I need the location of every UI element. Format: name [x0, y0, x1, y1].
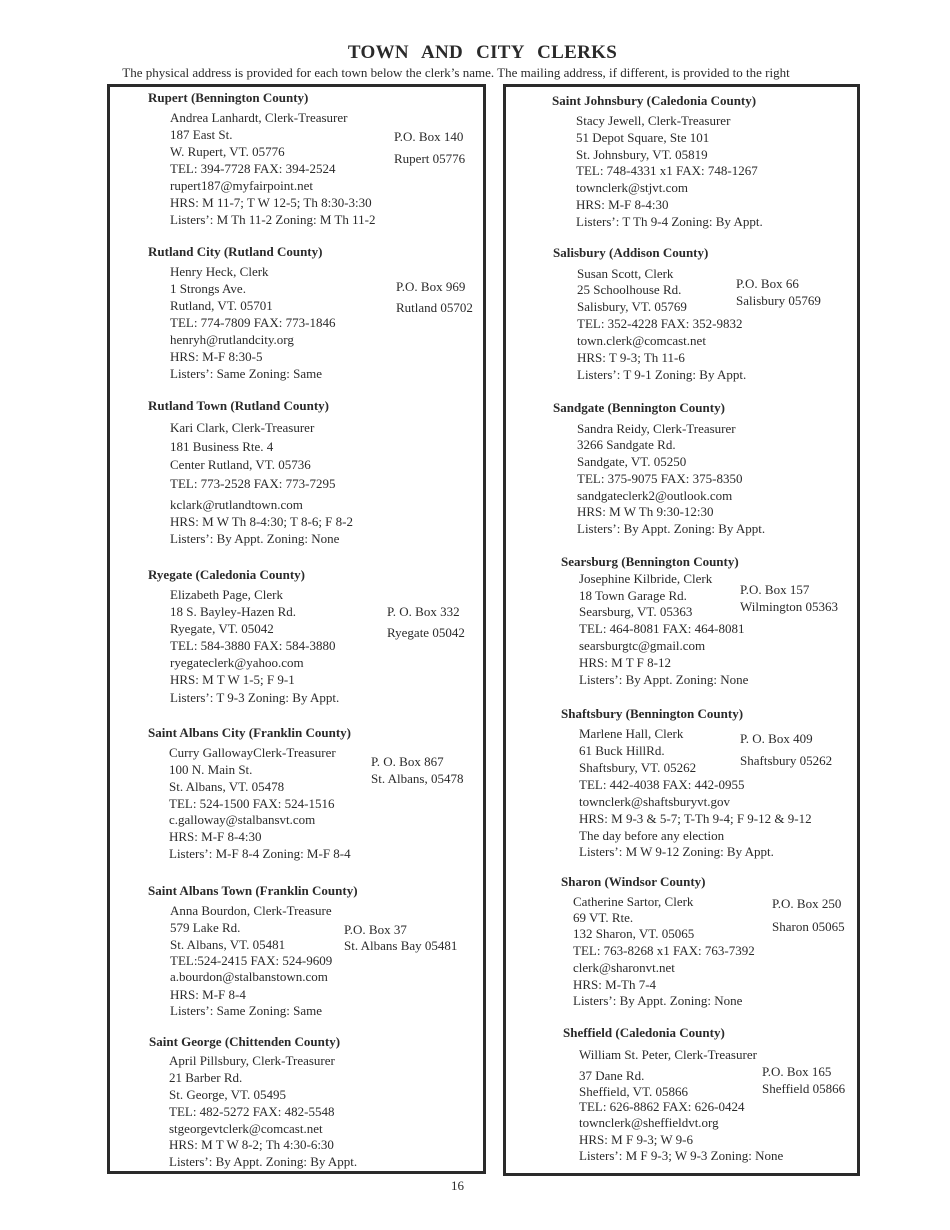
address-line: Listers’: T 9-1 Zoning: By Appt. [577, 367, 747, 382]
address-line: Listers’: By Appt. Zoning: By Appt. [169, 1154, 358, 1169]
address-line: Listers’: M-F 8-4 Zoning: M-F 8-4 [169, 846, 351, 861]
address-line: townclerk@sheffieldvt.org [579, 1115, 719, 1130]
page-number: 16 [451, 1178, 464, 1193]
address-line: HRS: M-F 8-4 [170, 987, 246, 1002]
mailing-address-line: P.O. Box 140 [394, 129, 464, 144]
address-line: HRS: T 9-3; Th 11-6 [577, 350, 685, 365]
address-line: 579 Lake Rd. [170, 920, 241, 935]
address-line: Listers’: T Th 9-4 Zoning: By Appt. [576, 214, 763, 229]
address-line: 1 Strongs Ave. [170, 281, 246, 296]
mailing-address-line: P. O. Box 332 [387, 604, 460, 619]
address-line: Stacy Jewell, Clerk-Treasurer [576, 113, 731, 128]
mailing-address-line: St. Albans, 05478 [371, 771, 464, 786]
address-line: Susan Scott, Clerk [577, 266, 674, 281]
address-line: sandgateclerk2@outlook.com [577, 488, 733, 503]
address-line: 25 Schoolhouse Rd. [577, 282, 682, 297]
town-name: Ryegate (Caledonia County) [148, 567, 305, 582]
town-name: Rupert (Bennington County) [148, 90, 309, 105]
address-line: Listers’: Same Zoning: Same [170, 366, 323, 381]
town-name: Sheffield (Caledonia County) [563, 1025, 725, 1040]
address-line: TEL:524-2415 FAX: 524-9609 [170, 953, 333, 968]
address-line: Listers’: By Appt. Zoning: None [573, 993, 743, 1008]
address-line: Sandgate, VT. 05250 [577, 454, 687, 469]
address-line: Listers’: M F 9-3; W 9-3 Zoning: None [579, 1148, 784, 1163]
address-line: HRS: M T F 8-12 [579, 655, 671, 670]
mailing-address-line: Sheffield 05866 [762, 1081, 846, 1096]
town-name: Sharon (Windsor County) [561, 874, 706, 889]
address-line: TEL: 464-8081 FAX: 464-8081 [579, 621, 745, 636]
address-line: TEL: 748-4331 x1 FAX: 748-1267 [576, 163, 758, 178]
address-line: stgeorgevtclerk@comcast.net [169, 1121, 323, 1136]
address-line: Listers’: M Th 11-2 Zoning: M Th 11-2 [170, 212, 376, 227]
address-line: ryegateclerk@yahoo.com [170, 655, 304, 670]
address-line: St. Albans, VT. 05481 [170, 937, 286, 952]
address-line: Salisbury, VT. 05769 [577, 299, 687, 314]
address-line: St. Johnsbury, VT. 05819 [576, 147, 708, 162]
address-line: searsburgtc@gmail.com [579, 638, 706, 653]
address-line: rupert187@myfairpoint.net [170, 178, 314, 193]
mailing-address-line: P. O. Box 867 [371, 754, 444, 769]
address-line: 51 Depot Square, Ste 101 [576, 130, 710, 145]
address-line: Listers’: T 9-3 Zoning: By Appt. [170, 690, 340, 705]
address-line: William St. Peter, Clerk-Treasurer [579, 1047, 757, 1062]
address-line: TEL: 763-8268 x1 FAX: 763-7392 [573, 943, 755, 958]
address-line: April Pillsbury, Clerk-Treasurer [169, 1053, 335, 1068]
address-line: 187 East St. [170, 127, 233, 142]
mailing-address-line: Rupert 05776 [394, 151, 466, 166]
mailing-address-line: P.O. Box 37 [344, 922, 407, 937]
address-line: kclark@rutlandtown.com [170, 497, 303, 512]
mailing-address-line: P.O. Box 250 [772, 896, 842, 911]
town-name: Rutland City (Rutland County) [148, 244, 323, 259]
address-line: HRS: M W Th 9:30-12:30 [577, 504, 714, 519]
town-name: Sandgate (Bennington County) [553, 400, 725, 415]
address-line: HRS: M F 9-3; W 9-6 [579, 1132, 694, 1147]
address-line: Marlene Hall, Clerk [579, 726, 684, 741]
address-line: HRS: M-F 8:30-5 [170, 349, 263, 364]
address-line: HRS: M T W 8-2; Th 4:30-6:30 [169, 1137, 334, 1152]
mailing-address-line: St. Albans Bay 05481 [344, 938, 458, 953]
town-name: Shaftsbury (Bennington County) [561, 706, 744, 721]
address-line: Center Rutland, VT. 05736 [170, 457, 311, 472]
address-line: Listers’: By Appt. Zoning: None [579, 672, 749, 687]
address-line: TEL: 352-4228 FAX: 352-9832 [577, 316, 743, 331]
address-line: TEL: 584-3880 FAX: 584-3880 [170, 638, 336, 653]
town-name: Saint Albans Town (Franklin County) [148, 883, 358, 898]
address-line: townclerk@stjvt.com [576, 180, 688, 195]
address-line: Listers’: By Appt. Zoning: None [170, 531, 340, 546]
address-line: 21 Barber Rd. [169, 1070, 243, 1085]
address-line: Anna Bourdon, Clerk-Treasure [170, 903, 332, 918]
address-line: 132 Sharon, VT. 05065 [573, 926, 695, 941]
town-name: Saint George (Chittenden County) [149, 1034, 341, 1049]
address-line: The day before any election [579, 828, 725, 843]
address-line: Josephine Kilbride, Clerk [579, 571, 713, 586]
town-name: Saint Johnsbury (Caledonia County) [552, 93, 757, 108]
address-line: townclerk@shaftsburyvt.gov [579, 794, 730, 809]
mailing-address-line: P.O. Box 66 [736, 276, 799, 291]
address-line: 37 Dane Rd. [579, 1068, 645, 1083]
address-line: Henry Heck, Clerk [170, 264, 269, 279]
address-line: TEL: 442-4038 FAX: 442-0955 [579, 777, 745, 792]
address-line: TEL: 482-5272 FAX: 482-5548 [169, 1104, 335, 1119]
page-title: TOWN AND CITY CLERKS [347, 42, 618, 63]
mailing-address-line: P.O. Box 969 [396, 279, 466, 294]
town-name: Saint Albans City (Franklin County) [148, 725, 351, 740]
address-line: TEL: 626-8862 FAX: 626-0424 [579, 1099, 745, 1114]
address-line: Andrea Lanhardt, Clerk-Treasurer [170, 110, 348, 125]
mailing-address-line: Ryegate 05042 [387, 625, 465, 640]
address-line: Catherine Sartor, Clerk [573, 894, 694, 909]
address-line: Curry GallowayClerk-Treasurer [169, 745, 336, 760]
mailing-address-line: Rutland 05702 [396, 300, 473, 315]
address-line: HRS: M-F 8-4:30 [576, 197, 669, 212]
town-name: Searsburg (Bennington County) [561, 554, 739, 569]
town-name: Rutland Town (Rutland County) [148, 398, 329, 413]
address-line: clerk@sharonvt.net [573, 960, 675, 975]
town-name: Salisbury (Addison County) [553, 245, 709, 260]
mailing-address-line: P.O. Box 165 [762, 1064, 832, 1079]
address-line: HRS: M 9-3 & 5-7; T-Th 9-4; F 9-12 & 9-12 [579, 811, 812, 826]
address-line: henryh@rutlandcity.org [170, 332, 294, 347]
address-line: HRS: M 11-7; T W 12-5; Th 8:30-3:30 [170, 195, 372, 210]
address-line: Kari Clark, Clerk-Treasurer [170, 420, 315, 435]
address-line: TEL: 375-9075 FAX: 375-8350 [577, 471, 743, 486]
address-line: TEL: 773-2528 FAX: 773-7295 [170, 476, 336, 491]
mailing-address-line: P.O. Box 157 [740, 582, 810, 597]
address-line: Listers’: By Appt. Zoning: By Appt. [577, 521, 766, 536]
address-line: HRS: M-Th 7-4 [573, 977, 657, 992]
address-line: a.bourdon@stalbanstown.com [170, 969, 328, 984]
mailing-address-line: Salisbury 05769 [736, 293, 821, 308]
address-line: HRS: M W Th 8-4:30; T 8-6; F 8-2 [170, 514, 353, 529]
address-line: Elizabeth Page, Clerk [170, 587, 283, 602]
address-line: Sheffield, VT. 05866 [579, 1084, 689, 1099]
address-line: HRS: M T W 1-5; F 9-1 [170, 672, 295, 687]
address-line: Ryegate, VT. 05042 [170, 621, 274, 636]
address-line: Sandra Reidy, Clerk-Treasurer [577, 421, 736, 436]
address-line: 69 VT. Rte. [573, 910, 634, 925]
address-line: town.clerk@comcast.net [577, 333, 706, 348]
address-line: Rutland, VT. 05701 [170, 298, 273, 313]
address-line: TEL: 394-7728 FAX: 394-2524 [170, 161, 336, 176]
address-line: 181 Business Rte. 4 [170, 439, 274, 454]
mailing-address-line: Wilmington 05363 [740, 599, 839, 614]
address-line: HRS: M-F 8-4:30 [169, 829, 262, 844]
mailing-address-line: Sharon 05065 [772, 919, 845, 934]
address-line: St. Albans, VT. 05478 [169, 779, 285, 794]
address-line: Searsburg, VT. 05363 [579, 604, 693, 619]
address-line: 18 S. Bayley-Hazen Rd. [170, 604, 297, 619]
address-line: Listers’: Same Zoning: Same [170, 1003, 323, 1018]
address-line: TEL: 524-1500 FAX: 524-1516 [169, 796, 335, 811]
mailing-address-line: P. O. Box 409 [740, 731, 813, 746]
address-line: c.galloway@stalbansvt.com [169, 812, 316, 827]
address-line: 100 N. Main St. [169, 762, 253, 777]
address-line: Listers’: M W 9-12 Zoning: By Appt. [579, 844, 774, 859]
address-line: 18 Town Garage Rd. [579, 588, 687, 603]
address-line: Shaftsbury, VT. 05262 [579, 760, 697, 775]
address-line: 61 Buck HillRd. [579, 743, 665, 758]
address-line: 3266 Sandgate Rd. [577, 437, 676, 452]
address-line: St. George, VT. 05495 [169, 1087, 286, 1102]
mailing-address-line: Shaftsbury 05262 [740, 753, 833, 768]
address-line: TEL: 774-7809 FAX: 773-1846 [170, 315, 336, 330]
page-subtitle: The physical address is provided for each town below the clerk’s name. The mailing address, if different, is provided to the right [122, 65, 790, 80]
address-line: W. Rupert, VT. 05776 [170, 144, 285, 159]
